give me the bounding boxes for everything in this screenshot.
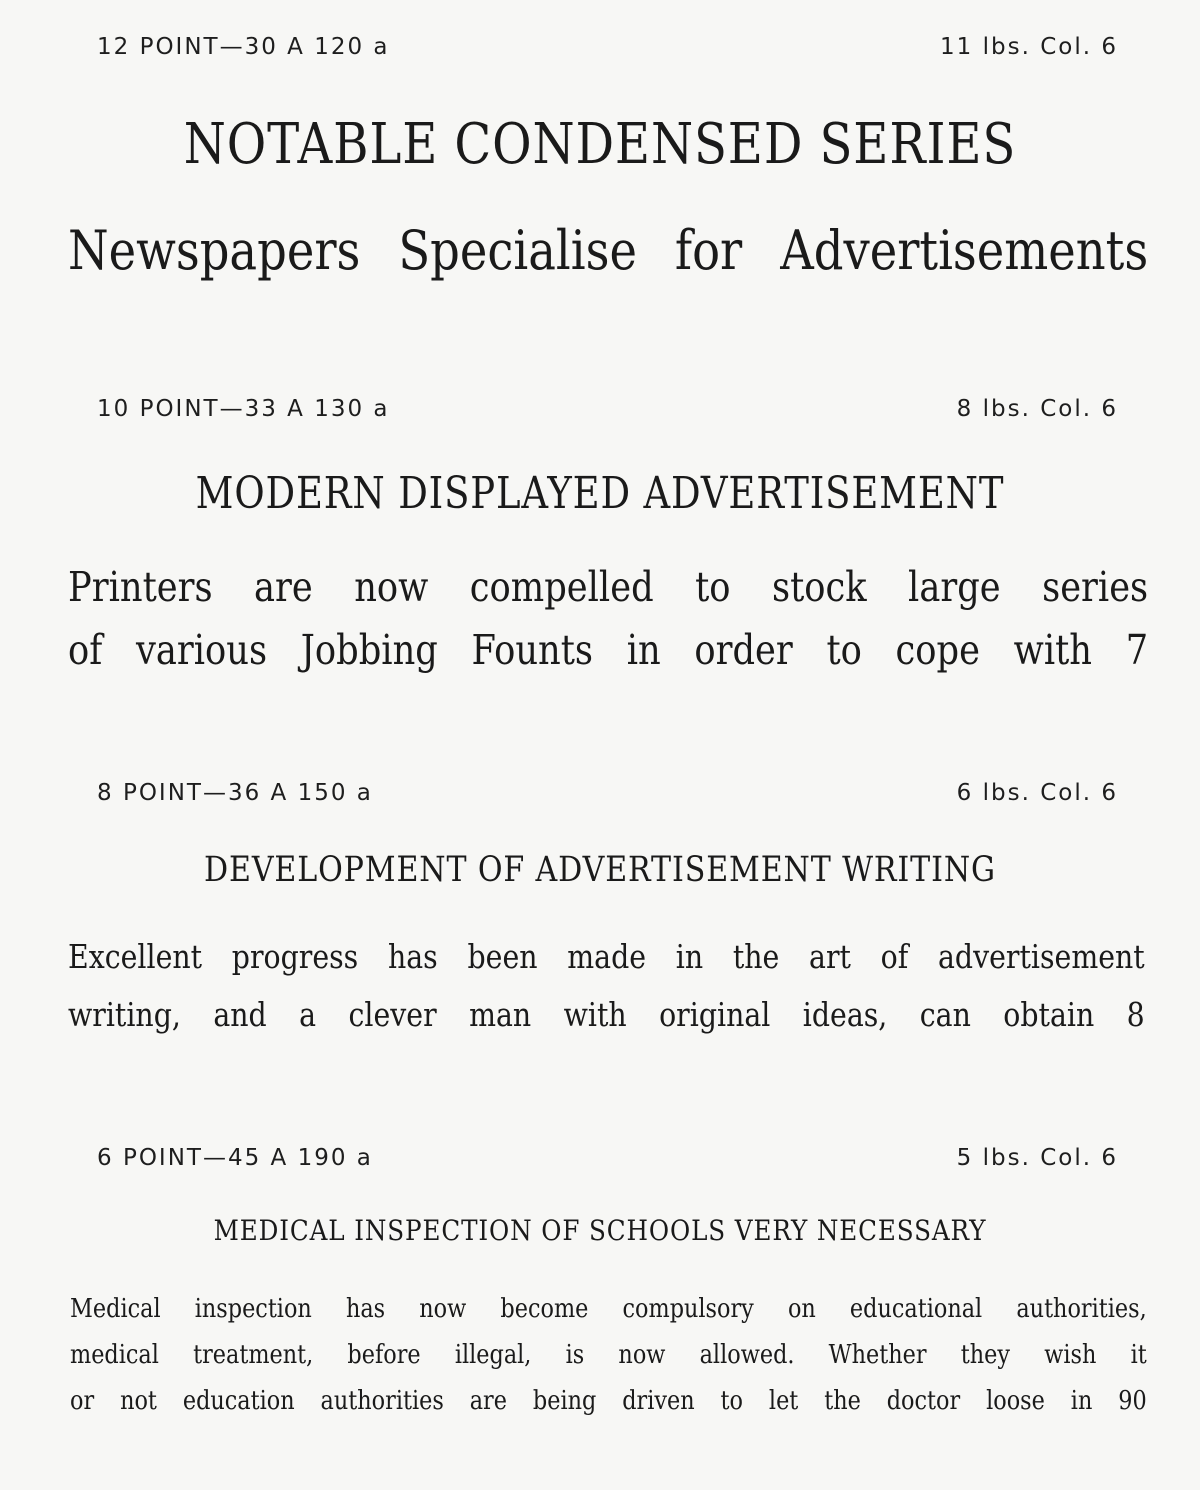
spec-size-count: 10 POINT—33 A 130 a <box>97 396 390 422</box>
specimen-line: Newspapers Specialise for Advertisements <box>68 219 1149 282</box>
spec-weight-column: 5 lbs. Col. 6 <box>956 1145 1118 1171</box>
spec-size-count: 8 POINT—36 A 150 a <box>97 780 373 806</box>
spec-line-12-point <box>97 34 1118 60</box>
specimen-text <box>68 556 1148 682</box>
specimen-heading: MODERN DISPLAYED ADVERTISEMENT <box>195 468 1005 519</box>
specimen-line: medical treatment, before illegal, is now allowed. Whether they wish it <box>70 1340 1147 1370</box>
specimen-heading: NOTABLE CONDENSED SERIES <box>183 112 1017 177</box>
specimen-heading: DEVELOPMENT OF ADVERTISEMENT WRITING <box>204 850 996 890</box>
spec-size-count: 6 POINT—45 A 190 a <box>97 1145 373 1171</box>
specimen-line: writing, and a clever man with original ideas, can obtain 8 <box>68 995 1145 1034</box>
spec-line-8-point <box>97 780 1118 806</box>
specimen-line: of various Jobbing Founts in order to cope with 7 <box>68 626 1149 674</box>
specimen-text <box>68 218 1148 284</box>
spec-size-count: 12 POINT—30 A 120 a <box>97 34 390 60</box>
specimen-line: Printers are now compelled to stock large series <box>68 563 1149 611</box>
specimen-line: Excellent progress has been made in the art of advertisement <box>68 937 1145 976</box>
spec-line-10-point <box>97 396 1118 422</box>
specimen-text <box>68 928 1148 1044</box>
specimen-line: or not education authorities are being driven to let the doctor loose in 90 <box>70 1386 1147 1416</box>
spec-weight-column: 11 lbs. Col. 6 <box>940 34 1118 60</box>
specimen-heading: MEDICAL INSPECTION OF SCHOOLS VERY NECESSARY <box>213 1214 987 1247</box>
specimen-line: Medical inspection has now become compulsory on educational authorities, <box>70 1294 1147 1324</box>
spec-weight-column: 6 lbs. Col. 6 <box>956 780 1118 806</box>
spec-line-6-point <box>97 1145 1118 1171</box>
spec-weight-column: 8 lbs. Col. 6 <box>956 396 1118 422</box>
specimen-text <box>70 1286 1148 1424</box>
